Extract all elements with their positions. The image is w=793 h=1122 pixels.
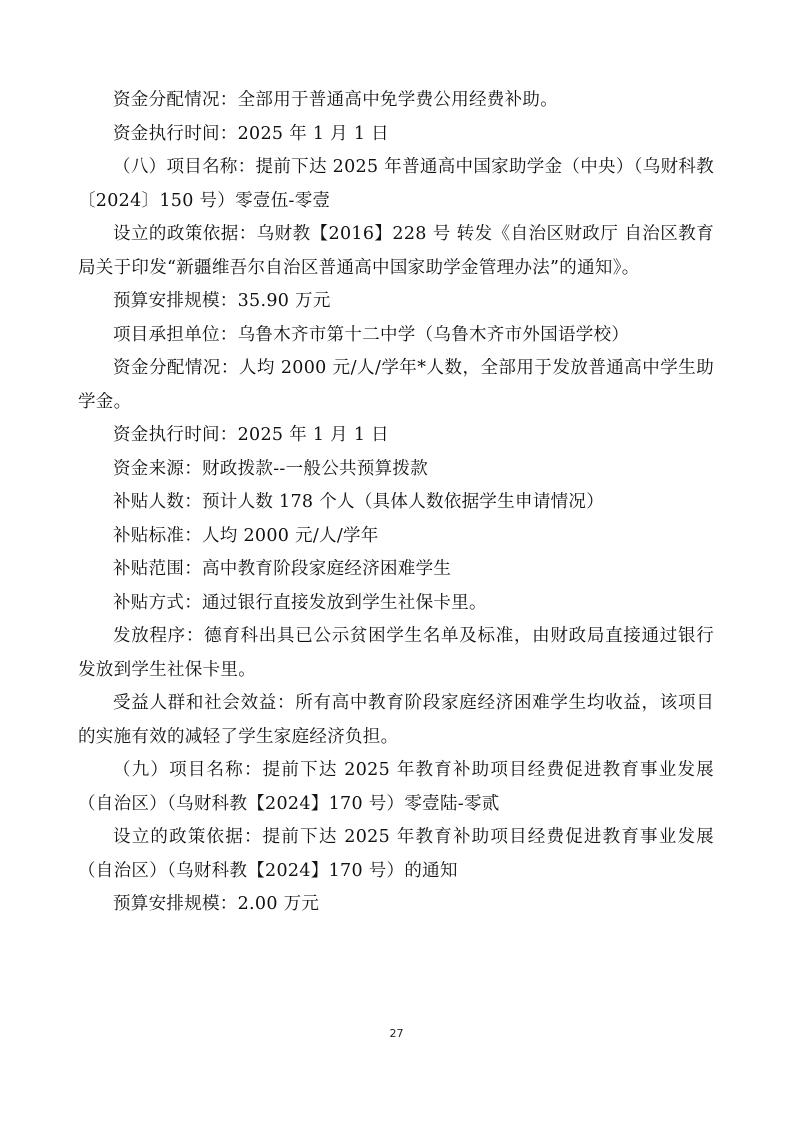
paragraph-policy-basis-8: 设立的政策依据：乌财教【2016】228 号 转发《自治区财政厅 自治区教育局关于印发“新疆维吾尔自治区普通高中国家助学金管理办法”的通知》。 (78, 224, 714, 278)
paragraph-fund-source: 资金来源：财政拨款--一般公共预算拨款 (113, 458, 429, 479)
paragraph-subsidy-scope: 补贴范围：高中教育阶段家庭经济困难学生 (113, 559, 452, 579)
paragraph-execution-time-1: 资金执行时间：2025 年 1 月 1 日 (113, 123, 389, 144)
page-number: 27 (389, 1027, 404, 1040)
paragraph-subsidy-count: 补贴人数：预计人数 178 个人（具体人数依据学生申请情况） (113, 492, 605, 512)
paragraph-subsidy-method: 补贴方式：通过银行直接发放到学生社保卡里。 (113, 592, 487, 613)
paragraph-distribution-procedure: 发放程序：德育科出具已公示贫困学生名单及标准，由财政局直接通过银行发放到学生社保卡里。 (78, 626, 714, 680)
paragraph-beneficiaries: 受益人群和社会效益：所有高中教育阶段家庭经济困难学生均收益，该项目的实施有效的减轻了学生家庭经济负担。 (78, 693, 714, 747)
paragraph-policy-basis-9: 设立的政策依据：提前下达 2025 年教育补助项目经费促进教育事业发展（自治区）（乌财科教【2024】170 号）的通知 (78, 827, 714, 881)
paragraph-execution-time-8: 资金执行时间：2025 年 1 月 1 日 (113, 425, 389, 445)
paragraph-fund-allocation-1: 资金分配情况：全部用于普通高中免学费公用经费补助。 (113, 90, 558, 110)
paragraph-budget-scale-9: 预算安排规模：2.00 万元 (113, 894, 320, 914)
paragraph-subsidy-standard: 补贴标准：人均 2000 元/人/学年 (113, 525, 379, 546)
paragraph-project-9-title: （九）项目名称：提前下达 2025 年教育补助项目经费促进教育事业发展（自治区）（乌财科教【2024】170 号）零壹陆-零贰 (78, 760, 714, 814)
paragraph-budget-scale-8: 预算安排规模：35.90 万元 (113, 291, 331, 311)
paragraph-project-8-title: （八）项目名称：提前下达 2025 年普通高中国家助学金（中央）（乌财科教〔2024〕150 号）零壹伍-零壹 (78, 157, 714, 211)
paragraph-responsible-unit-8: 项目承担单位：乌鲁木齐市第十二中学（乌鲁木齐市外国语学校） (113, 324, 630, 345)
document-body (78, 84, 714, 922)
paragraph-fund-allocation-8: 资金分配情况：人均 2000 元/人/学年*人数，全部用于发放普通高中学生助学金。 (78, 358, 714, 412)
